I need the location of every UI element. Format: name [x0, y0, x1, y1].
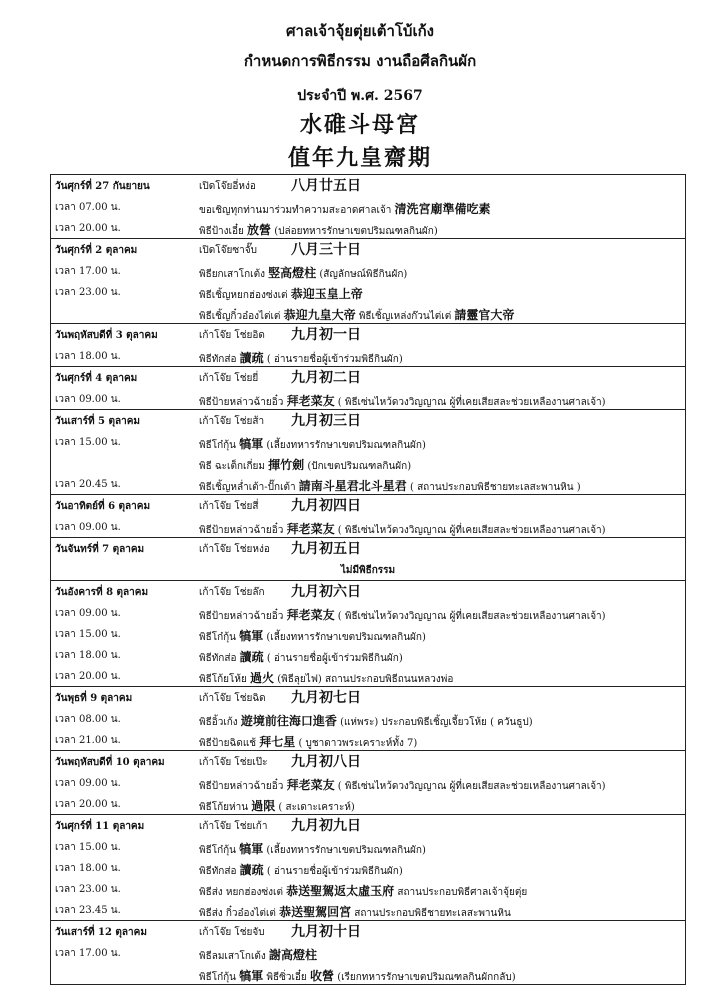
day-block [51, 687, 685, 751]
schedule-row [51, 623, 685, 644]
ceremony-note: ( อ่านรายชื่อผู้เข้าร่วมพิธีกินผัก) [266, 354, 403, 365]
row-time: เวลา 20.00 น. [55, 671, 121, 682]
schedule-row [51, 217, 685, 238]
schedule-row [51, 281, 685, 302]
ceremony-description [199, 477, 581, 495]
ceremony-chinese-name: 拜老菜友 [286, 394, 335, 408]
ceremony-thai-name: พิธีเชิ้ญหล่ำเต้า-ปั๊กเต้า [199, 482, 296, 493]
ceremony-thai-name: พิธีโก๋กุ้น [199, 972, 237, 983]
ceremony-description [199, 264, 407, 282]
schedule-row [51, 751, 685, 772]
ceremony-chinese-name: 過限 [251, 799, 276, 813]
lunar-date-chinese: 九月初二日 [291, 370, 361, 386]
ceremony-description [199, 306, 514, 324]
ceremony-description [199, 520, 606, 538]
lunar-day-label: เก้าโจ๊ย โช่ยเป๊ะ [199, 757, 268, 768]
day-date: วันพฤหัสบดีที่ 10 ตุลาคม [55, 757, 165, 768]
lunar-day-label: เก้าโจ๊ย โช่ยฉิด [199, 693, 266, 704]
ceremony-chinese-name: 拜老菜友 [286, 522, 335, 536]
day-block [51, 538, 685, 581]
ceremony-thai-name: พิธีป้ายหล่าวฉ้ายอิ๋ว [199, 525, 284, 536]
ceremony-description [199, 946, 317, 964]
ceremony-thai-name: พิธีโก๋กุ้น [199, 440, 237, 451]
lunar-day-label: เปิดโจ๊ยอี่หง่อ [199, 181, 256, 192]
ceremony-chinese-name: 犒軍 [239, 969, 264, 983]
schedule-row [51, 495, 685, 516]
ceremony-description [199, 200, 491, 218]
schedule-row [51, 324, 685, 345]
schedule-row [51, 793, 685, 814]
schedule-row [51, 559, 685, 580]
lunar-day-label: เก้าโจ๊ย โช่ยส้า [199, 416, 265, 427]
ceremony-chinese-name: 犒軍 [239, 842, 264, 856]
schedule-row [51, 815, 685, 836]
ceremony-chinese-name: 請靈官大帝 [454, 308, 515, 322]
schedule-row [51, 473, 685, 494]
schedule-row [51, 431, 685, 452]
day-date: วันจันทร์ที่ 7 ตุลาคม [55, 544, 145, 555]
ceremony-note: ( พิธีเซ่นไหว้ดวงวิญญาณ ผู้ที่เคยเสียสละช่วยเหลืองานศาลเจ้า) [337, 525, 606, 536]
ceremony-thai-name: พิธีทักส่อ [199, 653, 237, 664]
row-time: เวลา 20.45 น. [55, 479, 121, 490]
row-time: เวลา 20.00 น. [55, 223, 121, 234]
schedule-row [51, 602, 685, 623]
schedule-row [51, 196, 685, 217]
ceremony-chinese-name: 謝高燈柱 [268, 948, 317, 962]
ceremony-thai-name: พิธีเชิ้ญหยกฮ่องซ่งเต่ [199, 290, 288, 301]
schedule-row [51, 516, 685, 537]
schedule-table [50, 174, 686, 985]
day-date: วันศุกร์ที่ 27 กันยายน [55, 181, 150, 192]
ceremony-chinese-name: 清洗宮廟準備吃素 [394, 202, 491, 216]
ceremony-chinese-name: 讀疏 [239, 650, 264, 664]
ceremony-description [199, 840, 426, 858]
ceremony-note: ( พิธีเซ่นไหว้ดวงวิญญาณ ผู้ที่เคยเสียสละช่วยเหลืองานศาลเจ้า) [337, 781, 606, 792]
row-time: เวลา 17.00 น. [55, 948, 121, 959]
lunar-date-chinese: 八月廿五日 [291, 178, 361, 194]
schedule-row [51, 963, 685, 984]
schedule-row [51, 836, 685, 857]
schedule-row [51, 772, 685, 793]
ceremony-note: ( บูชาดาวพระเคราะห์ทั้ง 7) [298, 738, 418, 749]
day-block [51, 367, 685, 410]
day-date: วันศุกร์ที่ 4 ตุลาคม [55, 373, 138, 384]
schedule-row [51, 239, 685, 260]
schedule-row [51, 878, 685, 899]
day-block [51, 581, 685, 687]
ceremony-chinese-name: 恭送聖駕回宮 [279, 905, 352, 919]
schedule-row [51, 665, 685, 686]
schedule-row [51, 581, 685, 602]
ceremony-thai-name: พิธีทักส่อ [199, 354, 237, 365]
day-block [51, 324, 685, 367]
day-block [51, 410, 685, 495]
schedule-row [51, 921, 685, 942]
row-time: เวลา 21.00 น. [55, 735, 121, 746]
day-block [51, 175, 685, 239]
ceremony-thai-name: พิธีอิ้วเก้ง [199, 717, 238, 728]
ceremony-description [199, 285, 363, 303]
row-time: เวลา 08.00 น. [55, 714, 121, 725]
shrine-name: ศาลเจ้าจุ้ยตุ่ยเต้าโบ้เก้ง [286, 22, 434, 40]
ceremony-note: ( สถานประกอบพิธีชายทะเลสะพานหิน ) [409, 482, 581, 493]
lunar-date-chinese: 九月初六日 [291, 584, 361, 600]
lunar-day-label: เก้าโจ๊ย โช่ยสี่ [199, 501, 259, 512]
row-time: เวลา 18.00 น. [55, 863, 121, 874]
ceremony-description [199, 221, 438, 239]
row-time: เวลา 17.00 น. [55, 266, 121, 277]
ceremony-description [199, 435, 426, 453]
ceremony-thai-name: พิธีโก๋กุ้น [199, 845, 237, 856]
row-time: เวลา 18.00 น. [55, 650, 121, 661]
lunar-date-chinese: 九月初一日 [291, 327, 361, 343]
ceremony-chinese-name: 讀疏 [239, 351, 264, 365]
ceremony-note: ( สะเดาะเคราะห์) [278, 802, 355, 813]
ceremony-thai-name: พิธีป้ายหล่าวฉ้ายอิ๋ว [199, 781, 284, 792]
ceremony-note: (เลี้ยงทหารรักษาเขตปริมณฑลกินผัก) [266, 440, 426, 451]
ceremony-chinese-name: 請南斗星君北斗星君 [298, 479, 407, 493]
ceremony-chinese-name: 恭迎玉皇上帝 [290, 287, 363, 301]
ceremony-note: (เลี้ยงทหารรักษาเขตปริมณฑลกินผัก) [266, 632, 426, 643]
schedule-row [51, 687, 685, 708]
day-date: วันศุกร์ที่ 11 ตุลาคม [55, 821, 145, 832]
schedule-row [51, 538, 685, 559]
schedule-row [51, 410, 685, 431]
ceremony-description [199, 861, 403, 879]
ceremony-description [199, 712, 533, 730]
lunar-date-chinese: 九月初四日 [291, 498, 361, 514]
ceremony-chinese-name: 讀疏 [239, 863, 264, 877]
day-block [51, 495, 685, 538]
ceremony-note: ( พิธีเซ่นไหว้ดวงวิญญาณ ผู้ที่เคยเสียสละช่วยเหลืองานศาลเจ้า) [337, 611, 606, 622]
lunar-date-chinese: 九月初七日 [291, 690, 361, 706]
lunar-day-label: เก้าโจ๊ย โช่ยหง่อ [199, 544, 270, 555]
row-time: เวลา 07.00 น. [55, 202, 121, 213]
chinese-festival-title: 值年九皇齋期 [287, 145, 432, 171]
row-time: เวลา 18.00 น. [55, 351, 121, 362]
ceremony-note: พิธีซิ่วเอี๋ย [266, 972, 307, 983]
ceremony-thai-name: พิธีโก๋กุ้น [199, 632, 237, 643]
ceremony-thai-name: พิธีป้างเอี๋ย [199, 226, 244, 237]
schedule-row [51, 644, 685, 665]
lunar-date-chinese: 九月初十日 [291, 924, 361, 940]
lunar-day-label: เก้าโจ๊ย โช่ยยี่ [199, 373, 259, 384]
ceremony-note: (เรียกทหารรักษาเขตปริมณฑลกินผักกลับ) [337, 972, 516, 983]
schedule-row [51, 452, 685, 473]
ceremony-thai-name: พิธีลมเสาโกเต้ง [199, 951, 266, 962]
ceremony-thai-name: พิธีโก้ยห่าน [199, 802, 249, 813]
day-date: วันอาทิตย์ที่ 6 ตุลาคม [55, 501, 151, 512]
lunar-day-label: เก้าโจ๊ย โช่ยจับ [199, 927, 265, 938]
lunar-day-label: เก้าโจ๊ย โช่ยล๊ก [199, 587, 265, 598]
day-date: วันพฤหัสบดีที่ 3 ตุลาคม [55, 330, 158, 341]
schedule-row [51, 175, 685, 196]
ceremony-description [199, 733, 417, 751]
row-time: เวลา 15.00 น. [55, 437, 121, 448]
ceremony-description [199, 627, 426, 645]
ceremony-note: (สัญลักษณ์พิธีกินผัก) [319, 269, 408, 280]
ceremony-chinese-name: 拜老菜友 [286, 608, 335, 622]
ceremony-thai-name: พิธีทักส่อ [199, 866, 237, 877]
day-date: วันเสาร์ที่ 12 ตุลาคม [55, 927, 147, 938]
ceremony-chinese-name: 拜老菜友 [286, 778, 335, 792]
ceremony-thai-name: พิธีเชิ้ญกิ๋วอ๋องไต่เต่ [199, 311, 281, 322]
ceremony-chinese-name: 遊境前往海口進香 [240, 714, 337, 728]
row-time: เวลา 09.00 น. [55, 778, 121, 789]
row-time: เวลา 20.00 น. [55, 799, 121, 810]
ceremony-thai-name: พิธีส่ง กิ๋วอ๋องไต่เต่ [199, 908, 276, 919]
ceremony-chinese-name: 犒軍 [239, 629, 264, 643]
ceremony-note: สถานประกอบพิธีศาลเจ้าจุ้ยตุ่ย [397, 887, 528, 898]
ceremony-description [199, 606, 606, 624]
day-block [51, 751, 685, 815]
ceremony-description [199, 648, 403, 666]
day-date: วันเสาร์ที่ 5 ตุลาคม [55, 416, 140, 427]
lunar-day-label: เก้าโจ๊ย โช่ยอิด [199, 330, 265, 341]
ceremony-description [199, 967, 516, 985]
ceremony-chinese-name: 收營 [309, 969, 334, 983]
ceremony-description [199, 456, 411, 474]
ceremony-description [199, 903, 511, 921]
row-time: เวลา 09.00 น. [55, 608, 121, 619]
document-header [0, 0, 720, 174]
ceremony-chinese-name: 竪高燈柱 [268, 266, 317, 280]
schedule-row [51, 367, 685, 388]
schedule-row [51, 260, 685, 281]
ceremony-note: พิธีเชิ้ญเหล่งก๊วนไต่เต่ [358, 311, 452, 322]
schedule-row [51, 708, 685, 729]
ceremony-thai-name: พิธีป้ายหล่าวฉ้ายอิ๋ว [199, 397, 284, 408]
ceremony-note: สถานประกอบพิธีชายทะเลสะพานหิน [354, 908, 511, 919]
ceremony-chinese-name: 過火 [250, 671, 275, 685]
ceremony-thai-name: พิธี ฉะเต็กเกี่ยม [199, 461, 265, 472]
ceremony-note: ( พิธีเซ่นไหว้ดวงวิญญาณ ผู้ที่เคยเสียสละช่วยเหลืองานศาลเจ้า) [337, 397, 606, 408]
ceremony-description [199, 669, 453, 687]
schedule-row [51, 345, 685, 366]
row-time: เวลา 15.00 น. [55, 629, 121, 640]
ceremony-note: (เลี้ยงทหารรักษาเขตปริมณฑลกินผัก) [266, 845, 426, 856]
lunar-day-label: เปิดโจ๊ยซาจั๊บ [199, 245, 257, 256]
ceremony-note: (พิธีลุยไฟ) สถานประกอบพิธีถนนหลวงพ่อ [277, 674, 454, 685]
ceremony-description [199, 882, 527, 900]
ceremony-thai-name: พิธียกเสาโกเต้ง [199, 269, 265, 280]
schedule-title: กำหนดการพิธีกรรม งานถือศีลกินผัก [243, 52, 477, 70]
year-line: ประจำปี พ.ศ. 2567 [297, 88, 423, 104]
ceremony-thai-name: พิธีโก้ยโห้ย [199, 674, 247, 685]
day-block [51, 815, 685, 921]
row-time: เวลา 23.00 น. [55, 884, 121, 895]
ceremony-chinese-name: 拜七星 [259, 735, 296, 749]
schedule-row [51, 857, 685, 878]
schedule-row [51, 899, 685, 920]
ceremony-note: ( อ่านรายชื่อผู้เข้าร่วมพิธีกินผัก) [266, 653, 403, 664]
schedule-row [51, 729, 685, 750]
lunar-date-chinese: 九月初八日 [291, 754, 361, 770]
ceremony-description [199, 392, 606, 410]
lunar-date-chinese: 八月三十日 [291, 242, 361, 258]
ceremony-description [199, 797, 355, 815]
row-time: เวลา 09.00 น. [55, 394, 121, 405]
schedule-row [51, 942, 685, 963]
ceremony-note: (แห่พระ) ประกอบพิธีเชิ้ญเจี้ยวโห้ย ( ควันธูป) [340, 717, 533, 728]
ceremony-thai-name: พิธีป้ายหล่าวฉ้ายอิ๋ว [199, 611, 284, 622]
schedule-row [51, 388, 685, 409]
ceremony-note: ( อ่านรายชื่อผู้เข้าร่วมพิธีกินผัก) [266, 866, 403, 877]
ceremony-description [199, 776, 606, 794]
ceremony-chinese-name: 放營 [247, 223, 272, 237]
day-date: วันพุธที่ 9 ตุลาคม [55, 693, 133, 704]
day-block [51, 921, 685, 985]
ceremony-chinese-name: 揮竹劍 [268, 458, 305, 472]
day-date: วันศุกร์ที่ 2 ตุลาคม [55, 245, 138, 256]
schedule-row [51, 302, 685, 323]
lunar-date-chinese: 九月初五日 [291, 541, 361, 557]
day-block [51, 239, 685, 324]
no-ceremony-note: ไม่มีพิธีกรรม [340, 565, 396, 576]
ceremony-chinese-name: 恭送聖駕返太虛玉府 [286, 884, 395, 898]
row-time: เวลา 23.00 น. [55, 287, 121, 298]
row-time: เวลา 23.45 น. [55, 905, 121, 916]
lunar-day-label: เก้าโจ๊ย โช่ยเก้า [199, 821, 268, 832]
ceremony-chinese-name: 恭迎九皇大帝 [283, 308, 356, 322]
chinese-shrine-name: 水碓斗母宮 [299, 112, 420, 138]
row-time: เวลา 09.00 น. [55, 522, 121, 533]
lunar-date-chinese: 九月初三日 [291, 413, 361, 429]
ceremony-thai-name: พิธีส่ง หยกฮ่องซ่งเต่ [199, 887, 283, 898]
ceremony-chinese-name: 犒軍 [239, 437, 264, 451]
ceremony-thai-name: ขอเชิญทุกท่านมาร่วมทำความสะอาดศาลเจ้า [199, 205, 392, 216]
lunar-date-chinese: 九月初九日 [291, 818, 361, 834]
ceremony-note: (ปักเขตปริมณฑลกินผัก) [307, 461, 412, 472]
ceremony-thai-name: พิธีป้ายฉิดแช้ [199, 738, 257, 749]
day-date: วันอังคารที่ 8 ตุลาคม [55, 587, 149, 598]
row-time: เวลา 15.00 น. [55, 842, 121, 853]
ceremony-note: (ปล่อยทหารรักษาเขตปริมณฑลกินผัก) [274, 226, 438, 237]
ceremony-description [199, 349, 403, 367]
